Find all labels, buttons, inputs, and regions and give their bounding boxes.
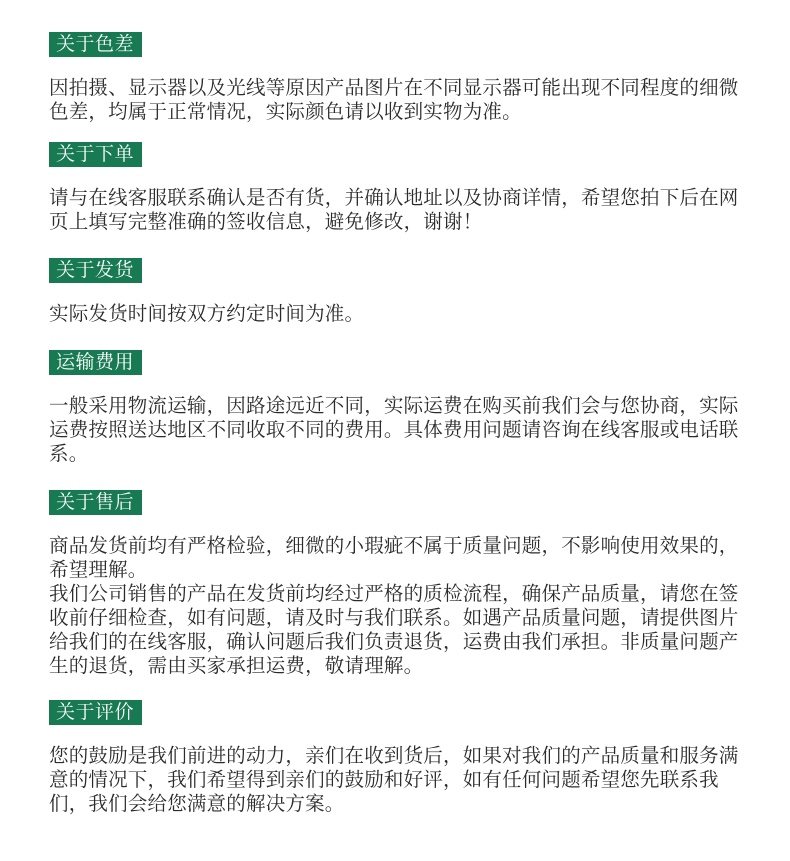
section-heading: 运输费用 <box>49 350 142 375</box>
section-heading: 关于下单 <box>49 142 142 167</box>
section-freight-cost <box>49 350 739 466</box>
paragraph: 我们公司销售的产品在发货前均经过严格的质检流程，确保产品质量，请您在签收前仔细检查，如有问题，请及时与我们联系。如遇产品质量问题，请提供图片给我们的在线客服，确认问题后我们负责退货，运费由我们承担。非质量问题产生的退货，需由买家承担运费，敬请理解。 <box>49 582 739 677</box>
section-body <box>49 534 739 678</box>
paragraph: 商品发货前均有严格检验，细微的小瑕疵不属于质量问题，不影响使用效果的，希望理解。 <box>49 534 739 581</box>
section-after-sales <box>49 490 739 678</box>
section-body <box>49 186 739 234</box>
section-color-difference <box>49 32 739 124</box>
section-body <box>49 302 739 326</box>
section-shipping <box>49 258 739 326</box>
section-heading: 关于色差 <box>49 32 142 57</box>
paragraph: 您的鼓励是我们前进的动力，亲们在收到货后，如果对我们的产品质量和服务满意的情况下，我们希望得到亲们的鼓励和好评，如有任何问题希望您先联系我们，我们会给您满意的解决方案。 <box>49 744 739 815</box>
section-body <box>49 394 739 466</box>
paragraph: 因拍摄、显示器以及光线等原因产品图片在不同显示器可能出现不同程度的细微色差，均属于正常情况，实际颜色请以收到实物为准。 <box>49 76 739 123</box>
section-reviews <box>49 700 739 816</box>
section-heading: 关于评价 <box>49 700 142 725</box>
section-heading: 关于售后 <box>49 490 142 515</box>
section-heading: 关于发货 <box>49 258 142 283</box>
paragraph: 实际发货时间按双方约定时间为准。 <box>49 302 365 325</box>
paragraph: 一般采用物流运输，因路途远近不同，实际运费在购买前我们会与您协商，实际运费按照送达地区不同收取不同的费用。具体费用问题请咨询在线客服或电话联系。 <box>49 394 739 465</box>
paragraph: 请与在线客服联系确认是否有货，并确认地址以及协商详情，希望您拍下后在网页上填写完整准确的签收信息，避免修改，谢谢！ <box>49 186 739 233</box>
section-body <box>49 76 739 124</box>
section-ordering <box>49 142 739 234</box>
section-body <box>49 744 739 816</box>
